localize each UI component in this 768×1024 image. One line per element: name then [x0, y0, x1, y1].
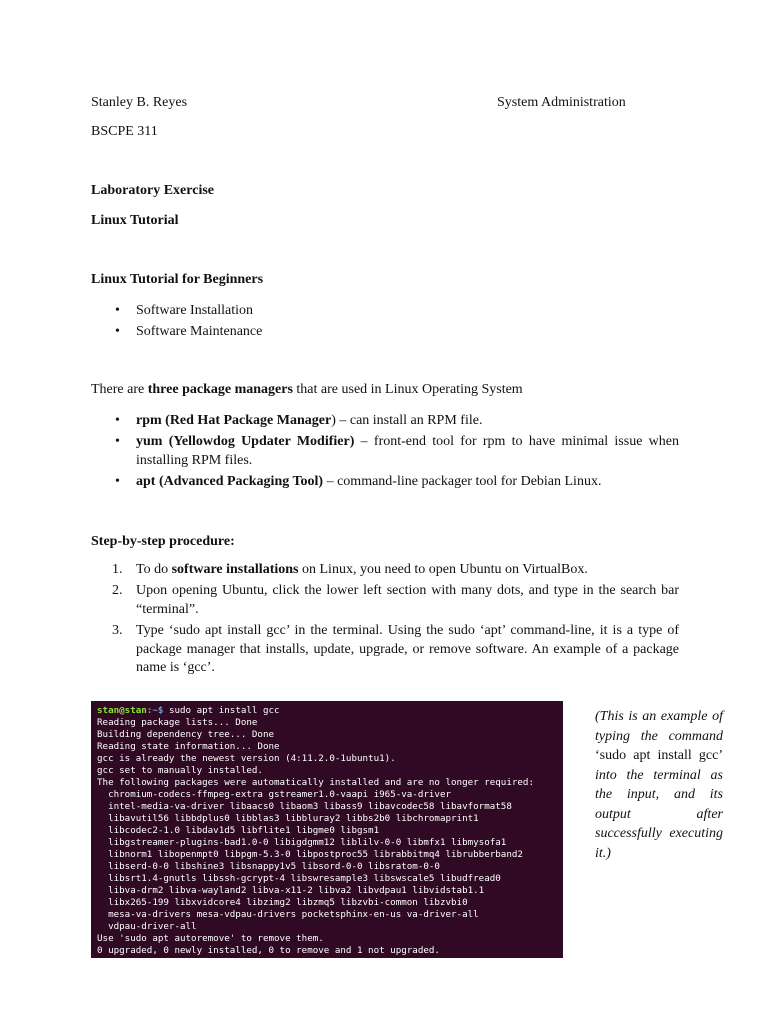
terminal-line: gcc set to manually installed. [97, 765, 263, 776]
list-item: • rpm (Red Hat Package Manager) – can install an RPM file. [91, 412, 679, 431]
terminal-output [97, 717, 557, 957]
terminal-line: Reading package lists... Done [97, 717, 258, 728]
terminal-line: libsrt1.4-gnutls libssh-gcrypt-4 libswresample3 libswscale5 libudfread0 [97, 873, 501, 884]
bullet-icon: • [115, 323, 120, 339]
terminal-line: intel-media-va-driver libaacs0 libaom3 libass9 libavcodec58 libavformat58 [97, 801, 512, 812]
intro-paragraph: There are three package managers that are used in Linux Operating System [91, 382, 523, 397]
prompt-path: :~$ [146, 705, 164, 716]
package-managers-list [91, 412, 679, 492]
terminal-line: Building dependency tree... Done [97, 729, 275, 740]
section-code: BSCPE 311 [91, 124, 158, 139]
list-item: • yum (Yellowdog Updater Modifier) – front-end tool for rpm to have minimal issue when installing RPM files. [91, 433, 679, 471]
bullet-icon: • [115, 303, 120, 318]
terminal-line: vdpau-driver-all [97, 921, 197, 932]
terminal-command: sudo apt install gcc [163, 705, 280, 716]
step-item: 1. To do software installations on Linux, you need to open Ubuntu on VirtualBox. [112, 562, 588, 577]
terminal-line: Use 'sudo apt autoremove' to remove them. [97, 933, 324, 944]
terminal-line: 0 upgraded, 0 newly installed, 0 to remove and 1 not upgraded. [97, 945, 440, 956]
beginners-heading: Linux Tutorial for Beginners [91, 272, 264, 287]
procedure-heading: Step-by-step procedure: [91, 534, 235, 549]
terminal-line: libnorm1 libopenmpt0 libpgm-5.3-0 libpostproc55 librabbitmq4 librubberband2 [97, 849, 523, 860]
course-name: System Administration [497, 95, 626, 110]
terminal-line: chromium-codecs-ffmpeg-extra gstreamer1.0-vaapi i965-va-driver [97, 789, 452, 800]
terminal-line: libcodec2-1.0 libdav1d5 libflite1 libgme0 libgsm1 [97, 825, 380, 836]
procedure-steps [91, 561, 679, 678]
terminal-line: The following packages were automatically installed and are no longer required: [97, 777, 534, 788]
terminal-line: gcc is already the newest version (4:11.2.0-1ubuntu1). [97, 753, 396, 764]
step-item: 3. Type ‘sudo apt install gcc’ in the terminal. Using the sudo ‘apt’ command-line, it is a type of package manager that installs, update, upgrade, or remove software. An example of a package name is ‘gcc’. [112, 622, 679, 676]
lab-title: Laboratory Exercise [91, 183, 214, 198]
terminal-line: libgstreamer-plugins-bad1.0-0 libigdgmm12 liblilv-0-0 libmfx1 libmysofa1 [97, 837, 507, 848]
list-item: • Software Maintenance [91, 323, 679, 342]
terminal-screenshot [91, 701, 563, 958]
prompt-user: stan@stan [97, 705, 147, 716]
screenshot-caption: (This is an example of typing the command ‘sudo apt install gcc’ into the terminal as the input, and its output after successfully executing it.) [595, 709, 723, 861]
author-name: Stanley B. Reyes [91, 95, 188, 110]
terminal-line: libserd-0-0 libshine3 libsnappy1v5 libsord-0-0 libsratom-0-0 [97, 861, 440, 872]
topics-list [91, 302, 679, 342]
bullet-icon: • [115, 473, 120, 489]
terminal-line: libx265-199 libxvidcore4 libzimg2 libzmq5 libzvbi-common libzvbi0 [97, 897, 468, 908]
terminal-line: libva-drm2 libva-wayland2 libva-x11-2 libva2 libvdpau1 libvidstab1.1 [97, 885, 485, 896]
terminal-line: libavutil56 libbdplus0 libblas3 libbluray2 libbs2b0 libchromaprint1 [97, 813, 479, 824]
terminal-prompt-line [97, 705, 557, 717]
terminal-line: Reading state information... Done [97, 741, 280, 752]
bullet-icon: • [115, 433, 120, 449]
bullet-icon: • [115, 413, 120, 428]
tutorial-title: Linux Tutorial [91, 213, 179, 228]
list-item: • Software Installation [91, 302, 679, 321]
step-item: 2. Upon opening Ubuntu, click the lower left section with many dots, and type in the search bar “terminal”. [112, 582, 679, 617]
list-item: • apt (Advanced Packaging Tool) – command-line packager tool for Debian Linux. [91, 473, 679, 492]
terminal-line: mesa-va-drivers mesa-vdpau-drivers pocketsphinx-en-us va-driver-all [97, 909, 479, 920]
